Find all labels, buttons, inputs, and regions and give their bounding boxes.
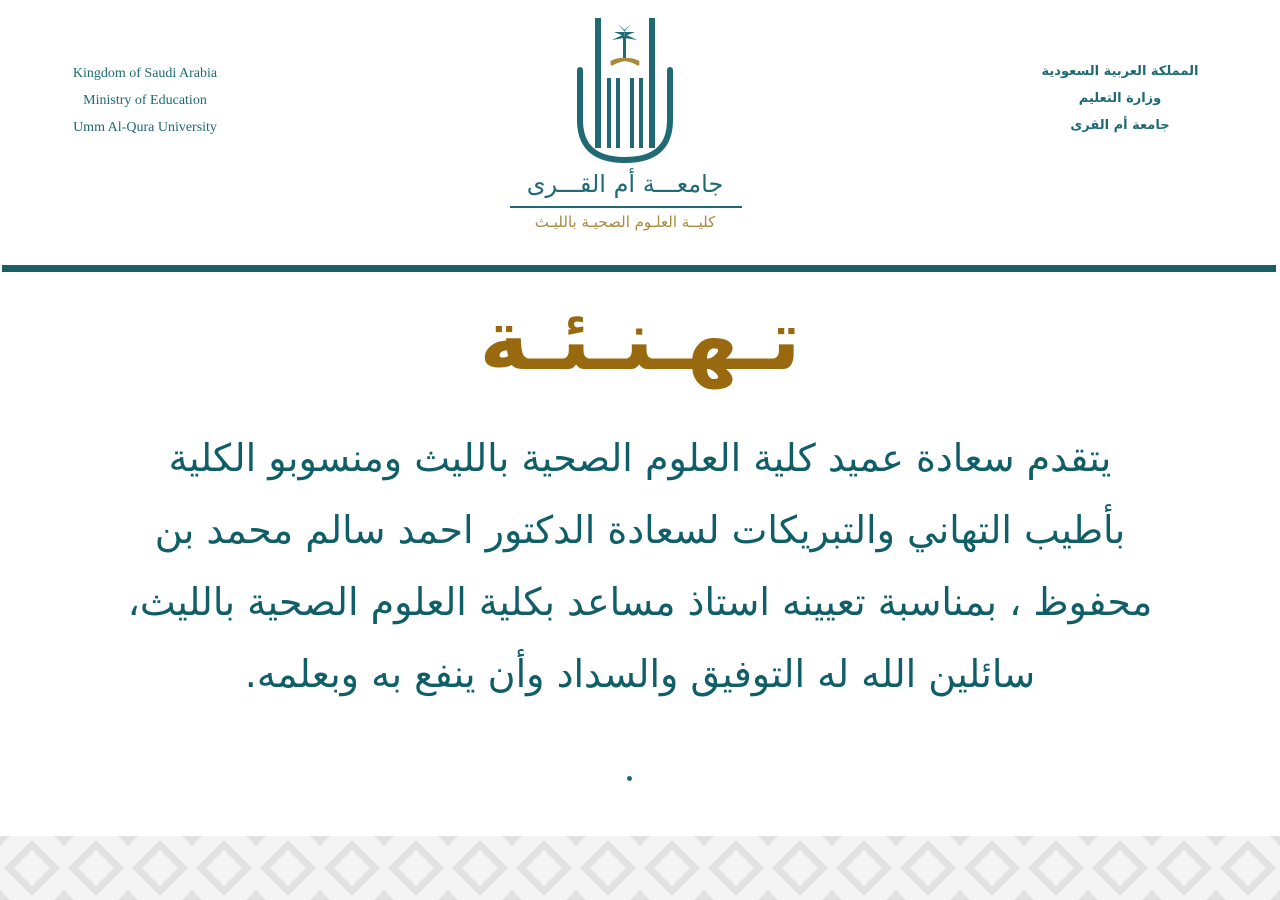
logo-university-name: جامعـــة أم القـــرى	[526, 170, 724, 198]
header-english-block	[40, 60, 250, 141]
message-line: يتقدم سعادة عميد كلية العلوم الصحية بالليث ومنسوبو الكلية	[168, 436, 1112, 480]
header-en-ministry: Ministry of Education	[83, 93, 207, 108]
message-line: محفوظ ، بمناسبة تعيينه استاذ مساعد بكلية العلوم الصحية بالليث،	[127, 580, 1153, 624]
congratulation-message	[30, 422, 1250, 710]
header-divider-rule	[2, 265, 1276, 272]
decorative-dot	[627, 776, 632, 781]
logo-college-name: كليــة العلـوم الصحيـة بالليـث	[534, 213, 716, 231]
logo-divider	[510, 206, 742, 208]
page-title: تـهـنـئـة	[479, 291, 801, 389]
header-en-university: Umm Al-Qura University	[73, 120, 217, 135]
header-ar-ministry: وزارة التعليم	[1078, 91, 1162, 106]
header-arabic-block	[1020, 58, 1220, 139]
message-line: بأطيب التهاني والتبريكات لسعادة الدكتور احمد سالم محمد بن	[154, 508, 1126, 552]
header-en-country: Kingdom of Saudi Arabia	[72, 66, 218, 81]
header-ar-country: المملكة العربية السعودية	[1041, 64, 1199, 79]
header-ar-university: جامعة أم القرى	[1070, 118, 1170, 133]
footer-diamond-pattern	[0, 836, 1280, 900]
message-line: سائلين الله له التوفيق والسداد وأن ينفع به وبعلمه.	[244, 652, 1036, 696]
